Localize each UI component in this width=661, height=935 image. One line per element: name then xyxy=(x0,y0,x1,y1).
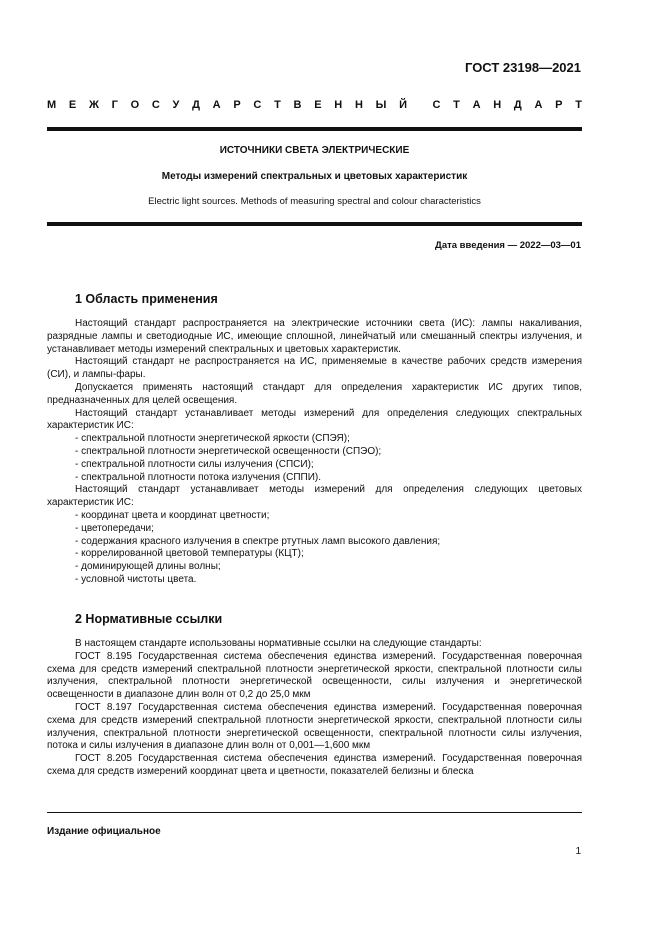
list-item: - коррелированной цветовой температуры (КЦТ); xyxy=(75,548,304,560)
list-item: - спектральной плотности энергетической освещенности (СПЭО); xyxy=(75,445,382,457)
document-subtitle: Методы измерений спектральных и цветовых характеристик xyxy=(161,171,468,182)
section-1-heading: 1 Область применения xyxy=(75,292,218,306)
heading-letter: Н xyxy=(493,99,502,111)
paragraph: Настоящий стандарт не распространяется на ИС, применяемые в качестве рабочих средств измерения (СИ), и лампы-фары. xyxy=(47,356,582,381)
interstate-standard-heading xyxy=(47,99,582,111)
list-item: - спектральной плотности силы излучения (СПСИ); xyxy=(75,458,314,470)
heading-letter: Ж xyxy=(88,99,99,111)
section-1-body xyxy=(47,318,582,587)
heading-letter: У xyxy=(172,99,180,111)
heading-letter: Т xyxy=(274,99,281,111)
heading-letter: Р xyxy=(233,99,241,111)
list-item: - спектральной плотности энергетической яркости (СПЭЯ); xyxy=(75,433,350,445)
list-item: - условной чистоты цвета. xyxy=(75,573,197,585)
paragraph: Настоящий стандарт устанавливает методы измерений для определения следующих спектральных характеристик ИС: xyxy=(47,407,582,432)
heading-letter: М xyxy=(47,99,57,111)
heading-letter: Е xyxy=(68,99,77,111)
heading-letter: А xyxy=(534,99,543,111)
heading-letter: Т xyxy=(453,99,460,111)
edition-label: Издание официальное xyxy=(47,826,161,837)
document-code: ГОСТ 23198—2021 xyxy=(465,60,581,75)
paragraph: Настоящий стандарт распространяется на электрические источники света (ИС): лампы накаливания, разрядные лампы и светодиодные ИС, имеющие сплошной, линейчатый или смешанный спектры излучения, и устанавливает методы измерений спектральных и цветовых характеристик. xyxy=(47,318,582,355)
section-2-body xyxy=(47,638,582,779)
reference-entry: ГОСТ 8.205 Государственная система обеспечения единства измерений. Государственная поверочная схема для средств измерений координат цвета и цветности, показателей белизны и блеска xyxy=(47,753,582,777)
heading-letter: Д xyxy=(192,99,200,111)
paragraph: Настоящий стандарт устанавливает методы измерений для определения следующих цветовых характеристик ИС: xyxy=(47,484,582,509)
list-item: - спектральной плотности потока излучения (СППИ). xyxy=(75,471,321,483)
heading-letter: Н xyxy=(354,99,363,111)
reference-entry: ГОСТ 8.195 Государственная система обеспечения единства измерений. Государственная поверочная схема для средств измерений спектральной плотности энергетической яркости, спектральной плотности силы излучения, спектральной плотности энергетической освещенности, силы излучения и энергетической освещенности в диапазоне длин волн от 0,2 до 25,0 мкм xyxy=(47,650,582,701)
top-divider xyxy=(47,127,582,131)
heading-letter: О xyxy=(130,99,140,111)
heading-letter: Н xyxy=(334,99,343,111)
introduction-date: Дата введения — 2022—03—01 xyxy=(435,240,581,251)
heading-letter: С xyxy=(253,99,262,111)
page-number: 1 xyxy=(575,846,581,857)
heading-letter: Р xyxy=(555,99,563,111)
heading-letter: Т xyxy=(575,99,582,111)
document-title: ИСТОЧНИКИ СВЕТА ЭЛЕКТРИЧЕСКИЕ xyxy=(219,145,410,156)
reference-entry: ГОСТ 8.197 Государственная система обеспечения единства измерений. Государственная поверочная схема для средств измерений спектральной плотности энергетической яркости, спектральной плотности силы излучения, спектральной плотности энергетической освещенности, спектральной плотности силы излучения, потока и силы излучения в диапазоне длин волн от 0,001—1,600 мкм xyxy=(47,701,582,752)
heading-letter-gap: Й xyxy=(399,99,408,111)
heading-letter: А xyxy=(212,99,221,111)
heading-letter: В xyxy=(293,99,302,111)
heading-letter: Е xyxy=(314,99,322,111)
heading-letter: С xyxy=(432,99,441,111)
paragraph: Допускается применять настоящий стандарт для определения характеристик ИС других типов, предназначенных для целей освещения. xyxy=(47,381,582,406)
footer-divider xyxy=(47,812,582,813)
heading-letter: Ы xyxy=(375,99,387,111)
heading-letter: А xyxy=(472,99,481,111)
list-item: - координат цвета и координат цветности; xyxy=(75,509,270,521)
heading-letter: С xyxy=(151,99,160,111)
document-title-english: Electric light sources. Methods of measuring spectral and colour characteristics xyxy=(148,196,481,207)
heading-letter: Г xyxy=(111,99,118,111)
list-item: - цветопередачи; xyxy=(75,522,154,534)
heading-letter: Д xyxy=(513,99,522,111)
section-2-heading: 2 Нормативные ссылки xyxy=(75,612,223,626)
list-item: - доминирующей длины волны; xyxy=(75,561,221,573)
list-item: - содержания красного излучения в спектре ртутных ламп высокого давления; xyxy=(75,535,441,547)
title-divider xyxy=(47,222,582,226)
paragraph: В настоящем стандарте использованы нормативные ссылки на следующие стандарты: xyxy=(75,638,482,649)
